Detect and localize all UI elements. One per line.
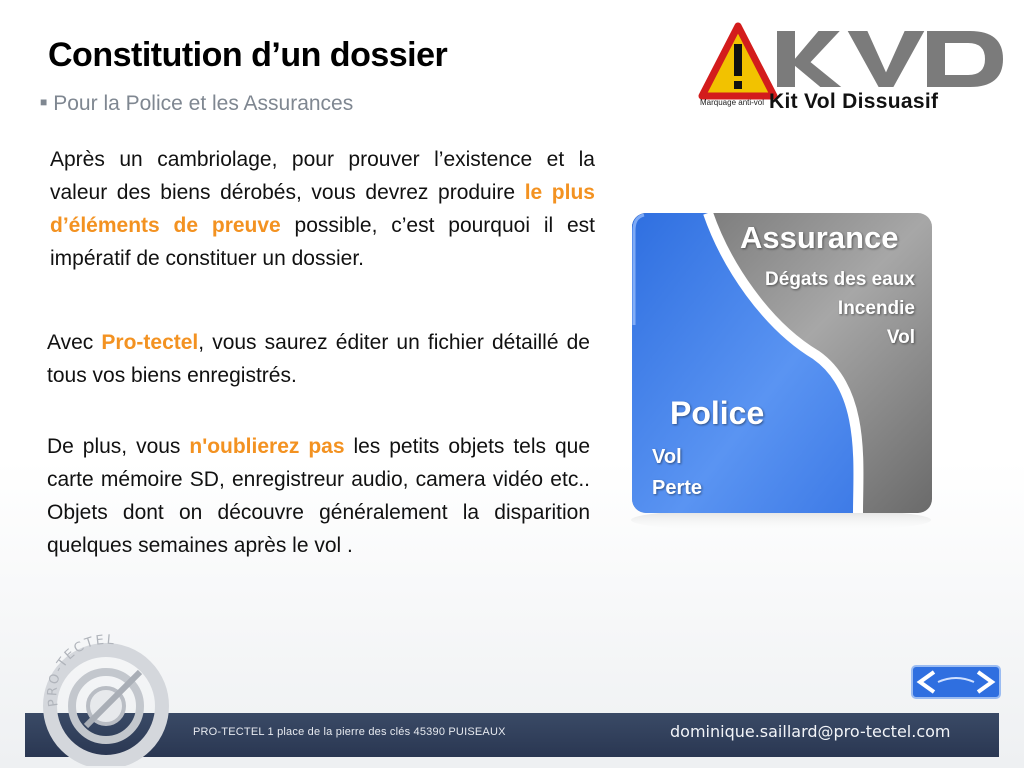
protectel-highlight: Pro-tectel <box>101 331 199 354</box>
logo-tagline: Marquage anti-vol <box>700 98 765 107</box>
police-list <box>652 442 702 504</box>
bullet-icon: ■ <box>40 95 48 109</box>
assurance-list <box>700 265 915 352</box>
footer-email: dominique.saillard@pro-tectel.com <box>670 722 951 741</box>
police-item: Vol <box>652 446 682 468</box>
assurance-item: Incendie <box>837 298 915 319</box>
police-item: Perte <box>652 477 703 499</box>
intro-text: Après un cambriolage, pour prouver l’existence et la valeur des biens dérobés, vous devrez produire <box>50 148 595 204</box>
intro-text-end: possible, c’est pourquoi il est impératif de constituer un dossier. <box>50 214 596 270</box>
brand-ring-text: PRO-TECTEL <box>45 632 117 708</box>
page-subtitle <box>40 92 353 116</box>
assurance-item: Dégats des eaux <box>765 269 915 290</box>
paragraph-small-objects <box>47 430 590 562</box>
objects-text: De plus, vous <box>47 435 190 458</box>
navigation-button[interactable] <box>910 664 1002 700</box>
objects-text-end: les petits objets tels que carte mémoire SD, enregistreur audio, camera vidéo etc.. Objets dont on découvre généralement la disparition quelques semaines après le vol . <box>47 435 590 557</box>
paragraph-intro <box>50 143 595 275</box>
protectel-text: Avec <box>47 331 102 354</box>
police-title: Police <box>670 395 765 431</box>
pro-tectel-logo <box>28 626 178 766</box>
assurance-title: Assurance <box>740 220 899 255</box>
page-title: Constitution d’un dossier <box>48 36 448 74</box>
objects-highlight: n'oublierez pas <box>189 435 345 458</box>
subtitle-text: Pour la Police et les Assurances <box>53 92 354 115</box>
protectel-text-end: , vous saurez éditer un fichier détaillé de tous vos biens enregistrés. <box>47 331 590 387</box>
paragraph-protectel <box>47 326 590 392</box>
footer-address: PRO-TECTEL 1 place de la pierre des clés 45390 PUISEAUX <box>193 726 506 738</box>
logo-kit-name: Kit Vol Dissuasif <box>769 90 939 113</box>
assurance-item: Vol <box>886 327 915 348</box>
intro-highlight: le plus d’éléments de preuve <box>50 181 595 237</box>
